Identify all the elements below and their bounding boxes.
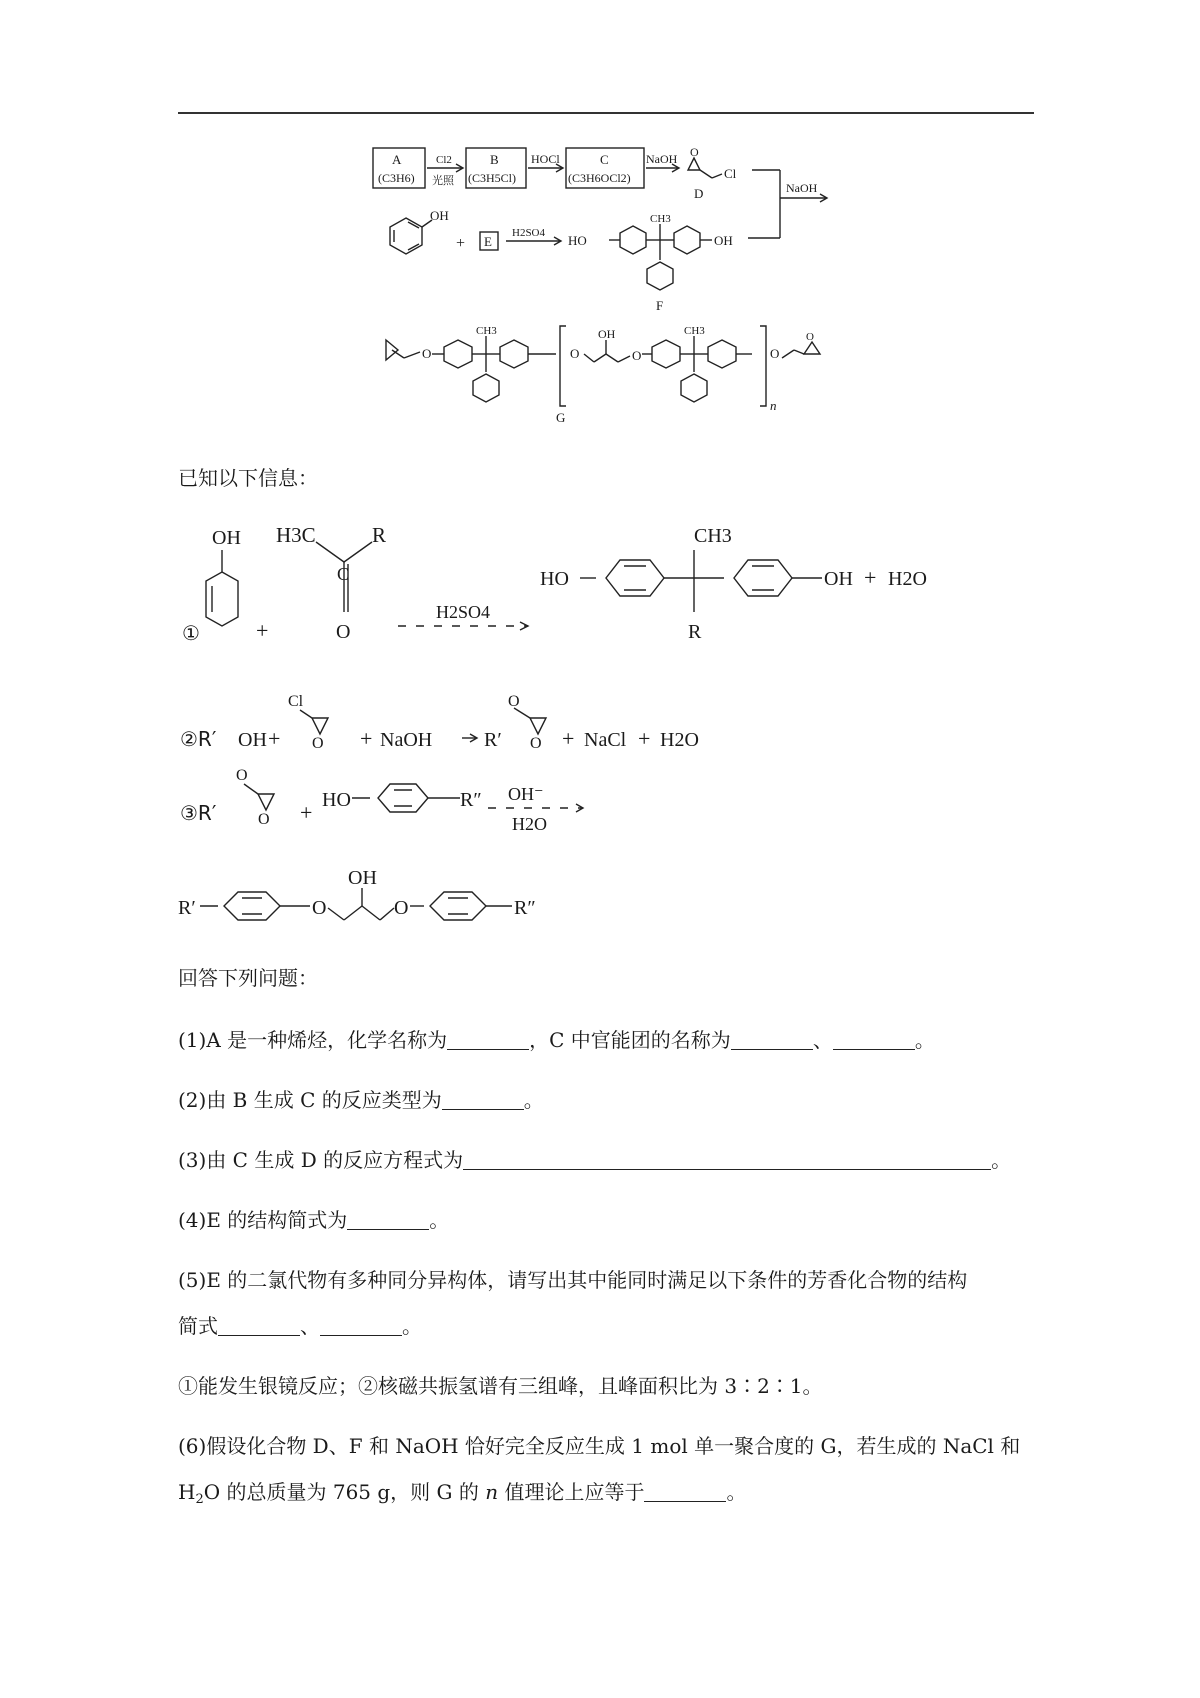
svg-text:NaOH: NaOH [380, 729, 433, 751]
reaction-2 [0, 690, 1200, 760]
reaction-1-condition: H2SO4 [436, 602, 491, 622]
question-2: (2)由 B 生成 C 的反应类型为 。 [178, 1088, 544, 1112]
question-4: (4)E 的结构简式为 。 [178, 1208, 450, 1232]
synthesis-scheme [0, 130, 1200, 570]
arrow-ab-top: Cl2 [436, 154, 452, 166]
box-b-label: B [490, 152, 499, 167]
svg-text:③R′: ③R′ [180, 801, 217, 825]
svg-text:R: R [688, 621, 702, 643]
question-1: (1)A 是一种烯烃，化学名称为 ，C 中官能团的名称为 、 。 [178, 1028, 935, 1052]
svg-text:CH3: CH3 [684, 325, 705, 337]
svg-text:O: O [312, 735, 324, 752]
answer-blank[interactable] [833, 1031, 915, 1050]
svg-text:H2O: H2O [512, 814, 547, 834]
svg-text:+: + [256, 618, 269, 643]
question-3: (3)由 C 生成 D 的反应方程式为 。 [178, 1148, 1012, 1172]
reaction-3 [0, 760, 1200, 850]
svg-text:OH: OH [714, 233, 733, 248]
reaction-3-product [0, 860, 1200, 950]
svg-text:OH: OH [212, 527, 241, 549]
svg-text:+: + [300, 800, 313, 825]
question-6-line-1: (6)假设化合物 D、F 和 NaOH 恰好完全反应生成 1 mol 单一聚合度的 G，若生成的 NaCl 和 [178, 1434, 1021, 1458]
svg-text:Cl: Cl [288, 693, 304, 710]
svg-text:O: O [508, 693, 520, 710]
answer-blank[interactable] [644, 1483, 726, 1502]
top-rule [178, 112, 1034, 114]
arrow-ab-bottom: 光照 [432, 174, 454, 187]
svg-text:O: O [394, 897, 409, 919]
svg-text:+: + [360, 726, 373, 751]
svg-text:O: O [258, 811, 270, 828]
answer-blank[interactable] [731, 1031, 813, 1050]
svg-text:R′: R′ [484, 729, 502, 751]
label-e: E [484, 234, 492, 249]
svg-text:+: + [864, 565, 877, 590]
svg-text:OH: OH [238, 729, 267, 751]
svg-text:HO: HO [568, 233, 587, 248]
svg-text:O: O [336, 621, 351, 643]
svg-text:O: O [236, 767, 248, 784]
svg-text:OH: OH [598, 327, 616, 341]
svg-text:①: ① [182, 621, 200, 645]
label-f: F [656, 298, 664, 313]
svg-text:R: R [372, 523, 387, 547]
svg-text:O: O [570, 346, 580, 361]
question-5-conditions: ①能发生银镜反应；②核磁共振氢谱有三组峰，且峰面积比为 3∶2∶1。 [178, 1374, 823, 1398]
label-d: D [694, 186, 704, 201]
answer-blank[interactable] [463, 1151, 991, 1170]
svg-text:NaCl: NaCl [584, 729, 627, 751]
svg-text:HO: HO [322, 789, 351, 811]
box-a-formula: (C3H6) [378, 171, 415, 185]
info-header: 已知以下信息： [178, 466, 318, 490]
answer-blank[interactable] [347, 1211, 429, 1230]
arrow-cd: NaOH [646, 152, 678, 166]
box-a-label: A [392, 152, 402, 167]
svg-text:②R′: ②R′ [180, 727, 217, 751]
svg-text:O: O [690, 145, 699, 159]
label-n: n [770, 398, 777, 413]
label-g: G [556, 410, 566, 425]
question-5-line-1: (5)E 的二氯代物有多种同分异构体，请写出其中能同时满足以下条件的芳香化合物的结构 [178, 1268, 968, 1292]
question-6-line-2: $H_2O$ 的总质量为 765 g，则 G 的 n 值理论上应等于 。 [178, 1480, 747, 1507]
arrow-to-g: NaOH [786, 181, 818, 195]
svg-text:H2O: H2O [660, 729, 699, 751]
svg-text:+: + [562, 726, 575, 751]
svg-text:H3C: H3C [276, 523, 316, 547]
svg-text:O: O [422, 346, 432, 361]
svg-text:O: O [312, 897, 327, 919]
questions-intro: 回答下列问题： [178, 966, 318, 990]
svg-text:R′: R′ [178, 897, 196, 919]
svg-text:OH⁻: OH⁻ [508, 784, 544, 804]
answer-blank[interactable] [442, 1091, 524, 1110]
arrow-phenol-e: H2SO4 [512, 227, 546, 239]
svg-text:O: O [632, 348, 642, 363]
answer-blank[interactable] [447, 1031, 529, 1050]
reaction-1 [0, 520, 1200, 650]
svg-text:HO: HO [540, 568, 569, 590]
svg-text:O: O [806, 331, 814, 343]
svg-text:OH: OH [824, 568, 853, 590]
svg-text:H2O: H2O [888, 568, 927, 590]
svg-text:O: O [770, 346, 780, 361]
answer-blank[interactable] [320, 1317, 402, 1336]
svg-text:+: + [268, 726, 281, 751]
svg-text:Cl: Cl [724, 166, 737, 181]
svg-text:+: + [456, 235, 466, 252]
svg-text:CH3: CH3 [476, 325, 497, 337]
svg-text:CH3: CH3 [650, 213, 671, 225]
svg-text:+: + [638, 726, 651, 751]
answer-blank[interactable] [218, 1317, 300, 1336]
svg-text:R″: R″ [460, 789, 482, 811]
svg-text:R″: R″ [514, 897, 536, 919]
svg-text:OH: OH [348, 867, 377, 889]
box-c-formula: (C3H6OCl2) [568, 171, 631, 185]
svg-text:O: O [530, 735, 542, 752]
box-b-formula: (C3H5Cl) [468, 171, 516, 185]
arrow-bc: HOCl [531, 152, 560, 166]
svg-text:C: C [337, 564, 350, 584]
svg-text:CH3: CH3 [694, 525, 732, 547]
question-5-line-2: 简式 、 。 [178, 1314, 422, 1338]
svg-text:OH: OH [430, 208, 449, 223]
box-c-label: C [600, 152, 609, 167]
